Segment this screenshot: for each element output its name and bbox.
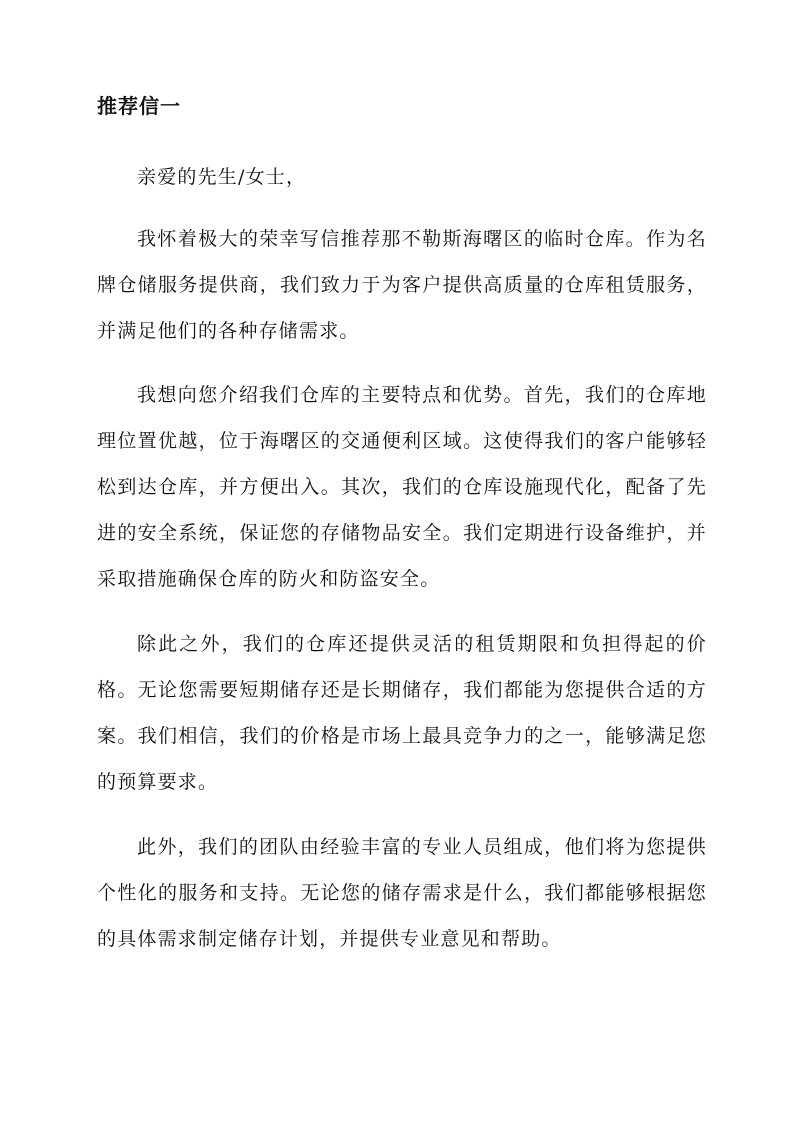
paragraph-intro: 我怀着极大的荣幸写信推荐那不勒斯海曙区的临时仓库。作为名牌仓储服务提供商，我们致力于为客户提供高质量的仓库租赁服务，并满足他们的各种存储需求。	[97, 228, 707, 342]
paragraph-pricing: 除此之外，我们的仓库还提供灵活的租赁期限和负担得起的价格。无论您需要短期储存还是长期储存，我们都能为您提供合适的方案。我们相信，我们的价格是市场上最具竞争力的之一，能够满足您的预算要求。	[97, 633, 707, 793]
letter-title: 推荐信一	[97, 94, 181, 118]
paragraph-features: 我想向您介绍我们仓库的主要特点和优势。首先，我们的仓库地理位置优越，位于海曙区的交通便利区域。这使得我们的客户能够轻松到达仓库，并方便出入。其次，我们的仓库设施现代化，配备了先进的安全系统，保证您的存储物品安全。我们定期进行设备维护，并采取措施确保仓库的防火和防盗安全。	[97, 384, 707, 590]
paragraph-team: 此外，我们的团队由经验丰富的专业人员组成，他们将为您提供个性化的服务和支持。无论您的储存需求是什么，我们都能够根据您的具体需求制定储存计划，并提供专业意见和帮助。	[97, 836, 707, 950]
letter-greeting: 亲爱的先生/女士，	[137, 166, 307, 188]
